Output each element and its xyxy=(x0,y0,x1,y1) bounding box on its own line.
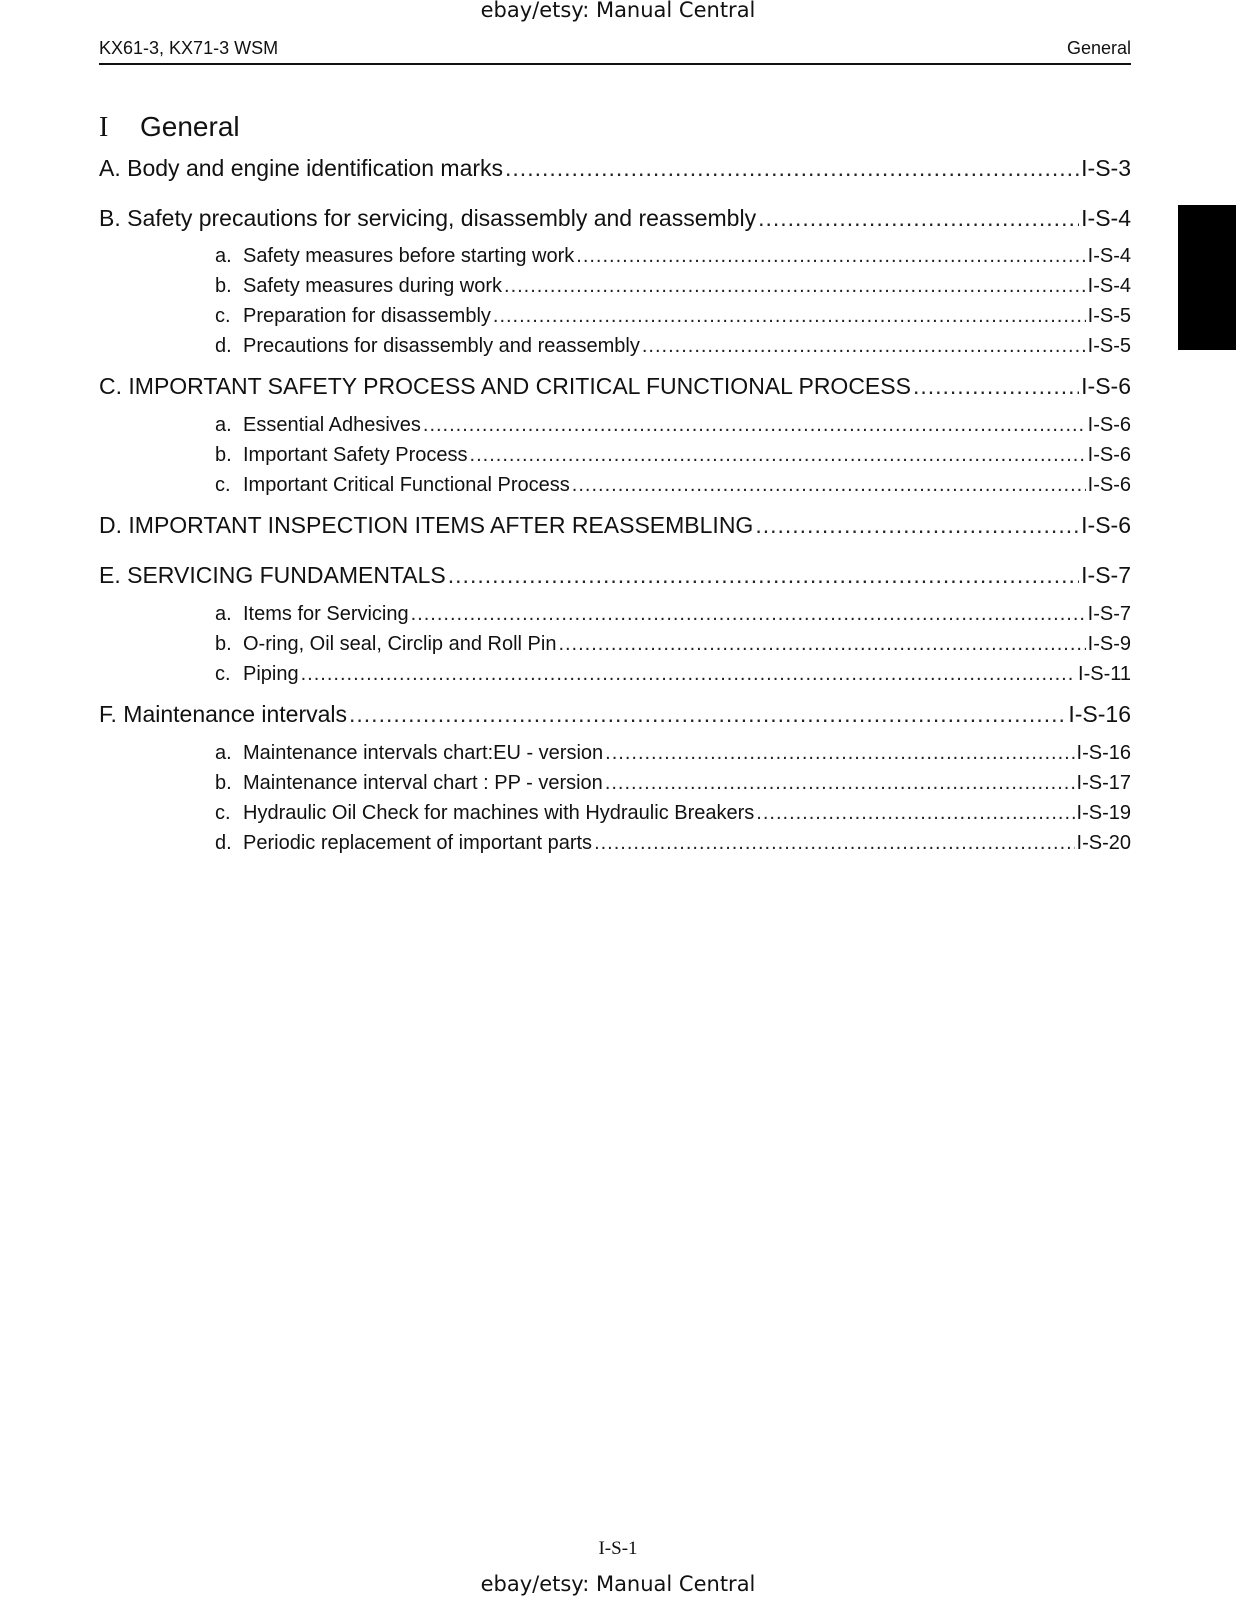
leader-dots xyxy=(505,155,1079,182)
leader-dots xyxy=(470,444,1086,467)
toc-title: IMPORTANT SAFETY PROCESS AND CRITICAL FUNCTIONAL PROCESS xyxy=(128,373,911,399)
toc-entry-f-b[interactable] xyxy=(215,772,1131,795)
toc-title: IMPORTANT INSPECTION ITEMS AFTER REASSEMBLING xyxy=(128,512,754,538)
toc-letter: c. xyxy=(215,305,231,327)
leader-dots xyxy=(576,245,1085,268)
toc-title: Safety precautions for servicing, disassembly and reassembly xyxy=(127,205,757,231)
toc-entry-f[interactable] xyxy=(99,701,1131,728)
toc-page: I-S-6 xyxy=(1087,444,1131,466)
leader-dots xyxy=(758,205,1079,232)
toc-entry-f-d[interactable] xyxy=(215,832,1131,855)
toc-page: I-S-17 xyxy=(1076,772,1131,794)
leader-dots xyxy=(605,772,1075,795)
toc-entry-d[interactable] xyxy=(99,512,1131,539)
toc-letter: d. xyxy=(215,832,232,854)
toc-letter: E. xyxy=(99,562,121,588)
toc-entry-c[interactable] xyxy=(99,373,1131,400)
section-thumb-tab xyxy=(1178,205,1236,350)
leader-dots xyxy=(411,603,1086,626)
toc-page: I-S-7 xyxy=(1081,562,1131,588)
toc-title: Maintenance intervals chart:EU - version xyxy=(243,742,604,764)
leader-dots xyxy=(423,414,1086,437)
leader-dots xyxy=(493,305,1086,328)
toc-title: O-ring, Oil seal, Circlip and Roll Pin xyxy=(243,633,557,655)
toc-entry-b-c[interactable] xyxy=(215,305,1131,328)
toc-entry-e-c[interactable] xyxy=(215,663,1131,686)
toc-entry-e-a[interactable] xyxy=(215,603,1131,626)
toc-letter: b. xyxy=(215,772,232,794)
watermark-top: ebay/etsy: Manual Central xyxy=(480,0,756,22)
toc-letter: b. xyxy=(215,444,232,466)
toc-letter: A. xyxy=(99,155,121,181)
toc-entry-c-a[interactable] xyxy=(215,414,1131,437)
toc-page: I-S-3 xyxy=(1081,155,1131,181)
toc-page: I-S-16 xyxy=(1076,742,1131,764)
toc-entry-c-c[interactable] xyxy=(215,474,1131,497)
toc-letter: B. xyxy=(99,205,121,231)
running-header xyxy=(99,36,1131,65)
toc-page: I-S-6 xyxy=(1081,373,1131,399)
toc-entry-b[interactable] xyxy=(99,205,1131,232)
toc-letter: c. xyxy=(215,802,231,824)
leader-dots xyxy=(301,663,1076,686)
leader-dots xyxy=(756,802,1074,825)
toc-entry-f-c[interactable] xyxy=(215,802,1131,825)
toc-entry-c-b[interactable] xyxy=(215,444,1131,467)
toc-letter: b. xyxy=(215,275,232,297)
toc-page: I-S-11 xyxy=(1078,663,1131,685)
toc-title: Periodic replacement of important parts xyxy=(243,832,593,854)
toc-title: Safety measures during work xyxy=(243,275,503,297)
page-number: I-S-1 xyxy=(598,1538,638,1559)
toc-letter: b. xyxy=(215,633,232,655)
chapter-title xyxy=(99,111,240,144)
toc-entry-b-b[interactable] xyxy=(215,275,1131,298)
toc-title: Preparation for disassembly xyxy=(243,305,491,327)
toc-page: I-S-6 xyxy=(1087,414,1131,436)
leader-dots xyxy=(642,335,1086,358)
toc-letter: D. xyxy=(99,512,122,538)
toc-letter: a. xyxy=(215,603,232,625)
header-manual-title: KX61-3, KX71-3 WSM xyxy=(99,38,279,58)
toc-title: Precautions for disassembly and reassembly xyxy=(243,335,640,357)
toc-letter: F. xyxy=(99,701,117,727)
leader-dots xyxy=(594,832,1074,855)
toc-title: SERVICING FUNDAMENTALS xyxy=(127,562,446,588)
leader-dots xyxy=(504,275,1086,298)
toc-page: I-S-4 xyxy=(1087,275,1131,297)
leader-dots xyxy=(572,474,1086,497)
toc-page: I-S-7 xyxy=(1087,603,1131,625)
toc-page: I-S-9 xyxy=(1087,633,1131,655)
leader-dots xyxy=(349,701,1066,728)
toc-page: I-S-16 xyxy=(1068,701,1131,727)
toc-letter: c. xyxy=(215,474,231,496)
toc-page: I-S-6 xyxy=(1081,512,1131,538)
leader-dots xyxy=(448,562,1079,589)
toc-page: I-S-4 xyxy=(1087,245,1131,267)
header-section-name: General xyxy=(1066,38,1131,58)
leader-dots xyxy=(913,373,1079,400)
toc-title: Important Safety Process xyxy=(243,444,468,466)
toc-letter: c. xyxy=(215,663,231,685)
leader-dots xyxy=(605,742,1074,765)
toc-entry-f-a[interactable] xyxy=(215,742,1131,765)
toc-entry-a[interactable] xyxy=(99,155,1131,182)
toc-title: Safety measures before starting work xyxy=(243,245,575,267)
toc-title: Maintenance intervals xyxy=(123,701,348,727)
toc-title: Maintenance interval chart : PP - version xyxy=(243,772,603,794)
toc-letter: a. xyxy=(215,414,232,436)
toc-page: I-S-6 xyxy=(1087,474,1131,496)
toc-page: I-S-19 xyxy=(1076,802,1131,824)
toc-title: Essential Adhesives xyxy=(243,414,421,436)
toc-title: Hydraulic Oil Check for machines with Hydraulic Breakers xyxy=(243,802,755,824)
toc-page: I-S-5 xyxy=(1087,305,1131,327)
toc-title: Items for Servicing xyxy=(243,603,409,625)
chapter-number: I xyxy=(99,112,109,143)
toc-letter: a. xyxy=(215,742,232,764)
toc-letter: C. xyxy=(99,373,122,399)
toc-entry-b-d[interactable] xyxy=(215,335,1131,358)
toc-page: I-S-4 xyxy=(1081,205,1131,231)
toc-page: I-S-5 xyxy=(1087,335,1131,357)
chapter-name: General xyxy=(140,111,240,142)
toc-entry-b-a[interactable] xyxy=(215,245,1131,268)
leader-dots xyxy=(558,633,1085,656)
leader-dots xyxy=(755,512,1079,539)
toc-letter: d. xyxy=(215,335,232,357)
toc-letter: a. xyxy=(215,245,232,267)
toc-page: I-S-20 xyxy=(1076,832,1131,854)
toc-entry-e[interactable] xyxy=(99,562,1131,589)
toc-title: Important Critical Functional Process xyxy=(243,474,570,496)
toc-title: Body and engine identification marks xyxy=(127,155,504,181)
toc-entry-e-b[interactable] xyxy=(215,633,1131,656)
toc-title: Piping xyxy=(243,663,299,685)
watermark-bottom: ebay/etsy: Manual Central xyxy=(480,1572,756,1596)
